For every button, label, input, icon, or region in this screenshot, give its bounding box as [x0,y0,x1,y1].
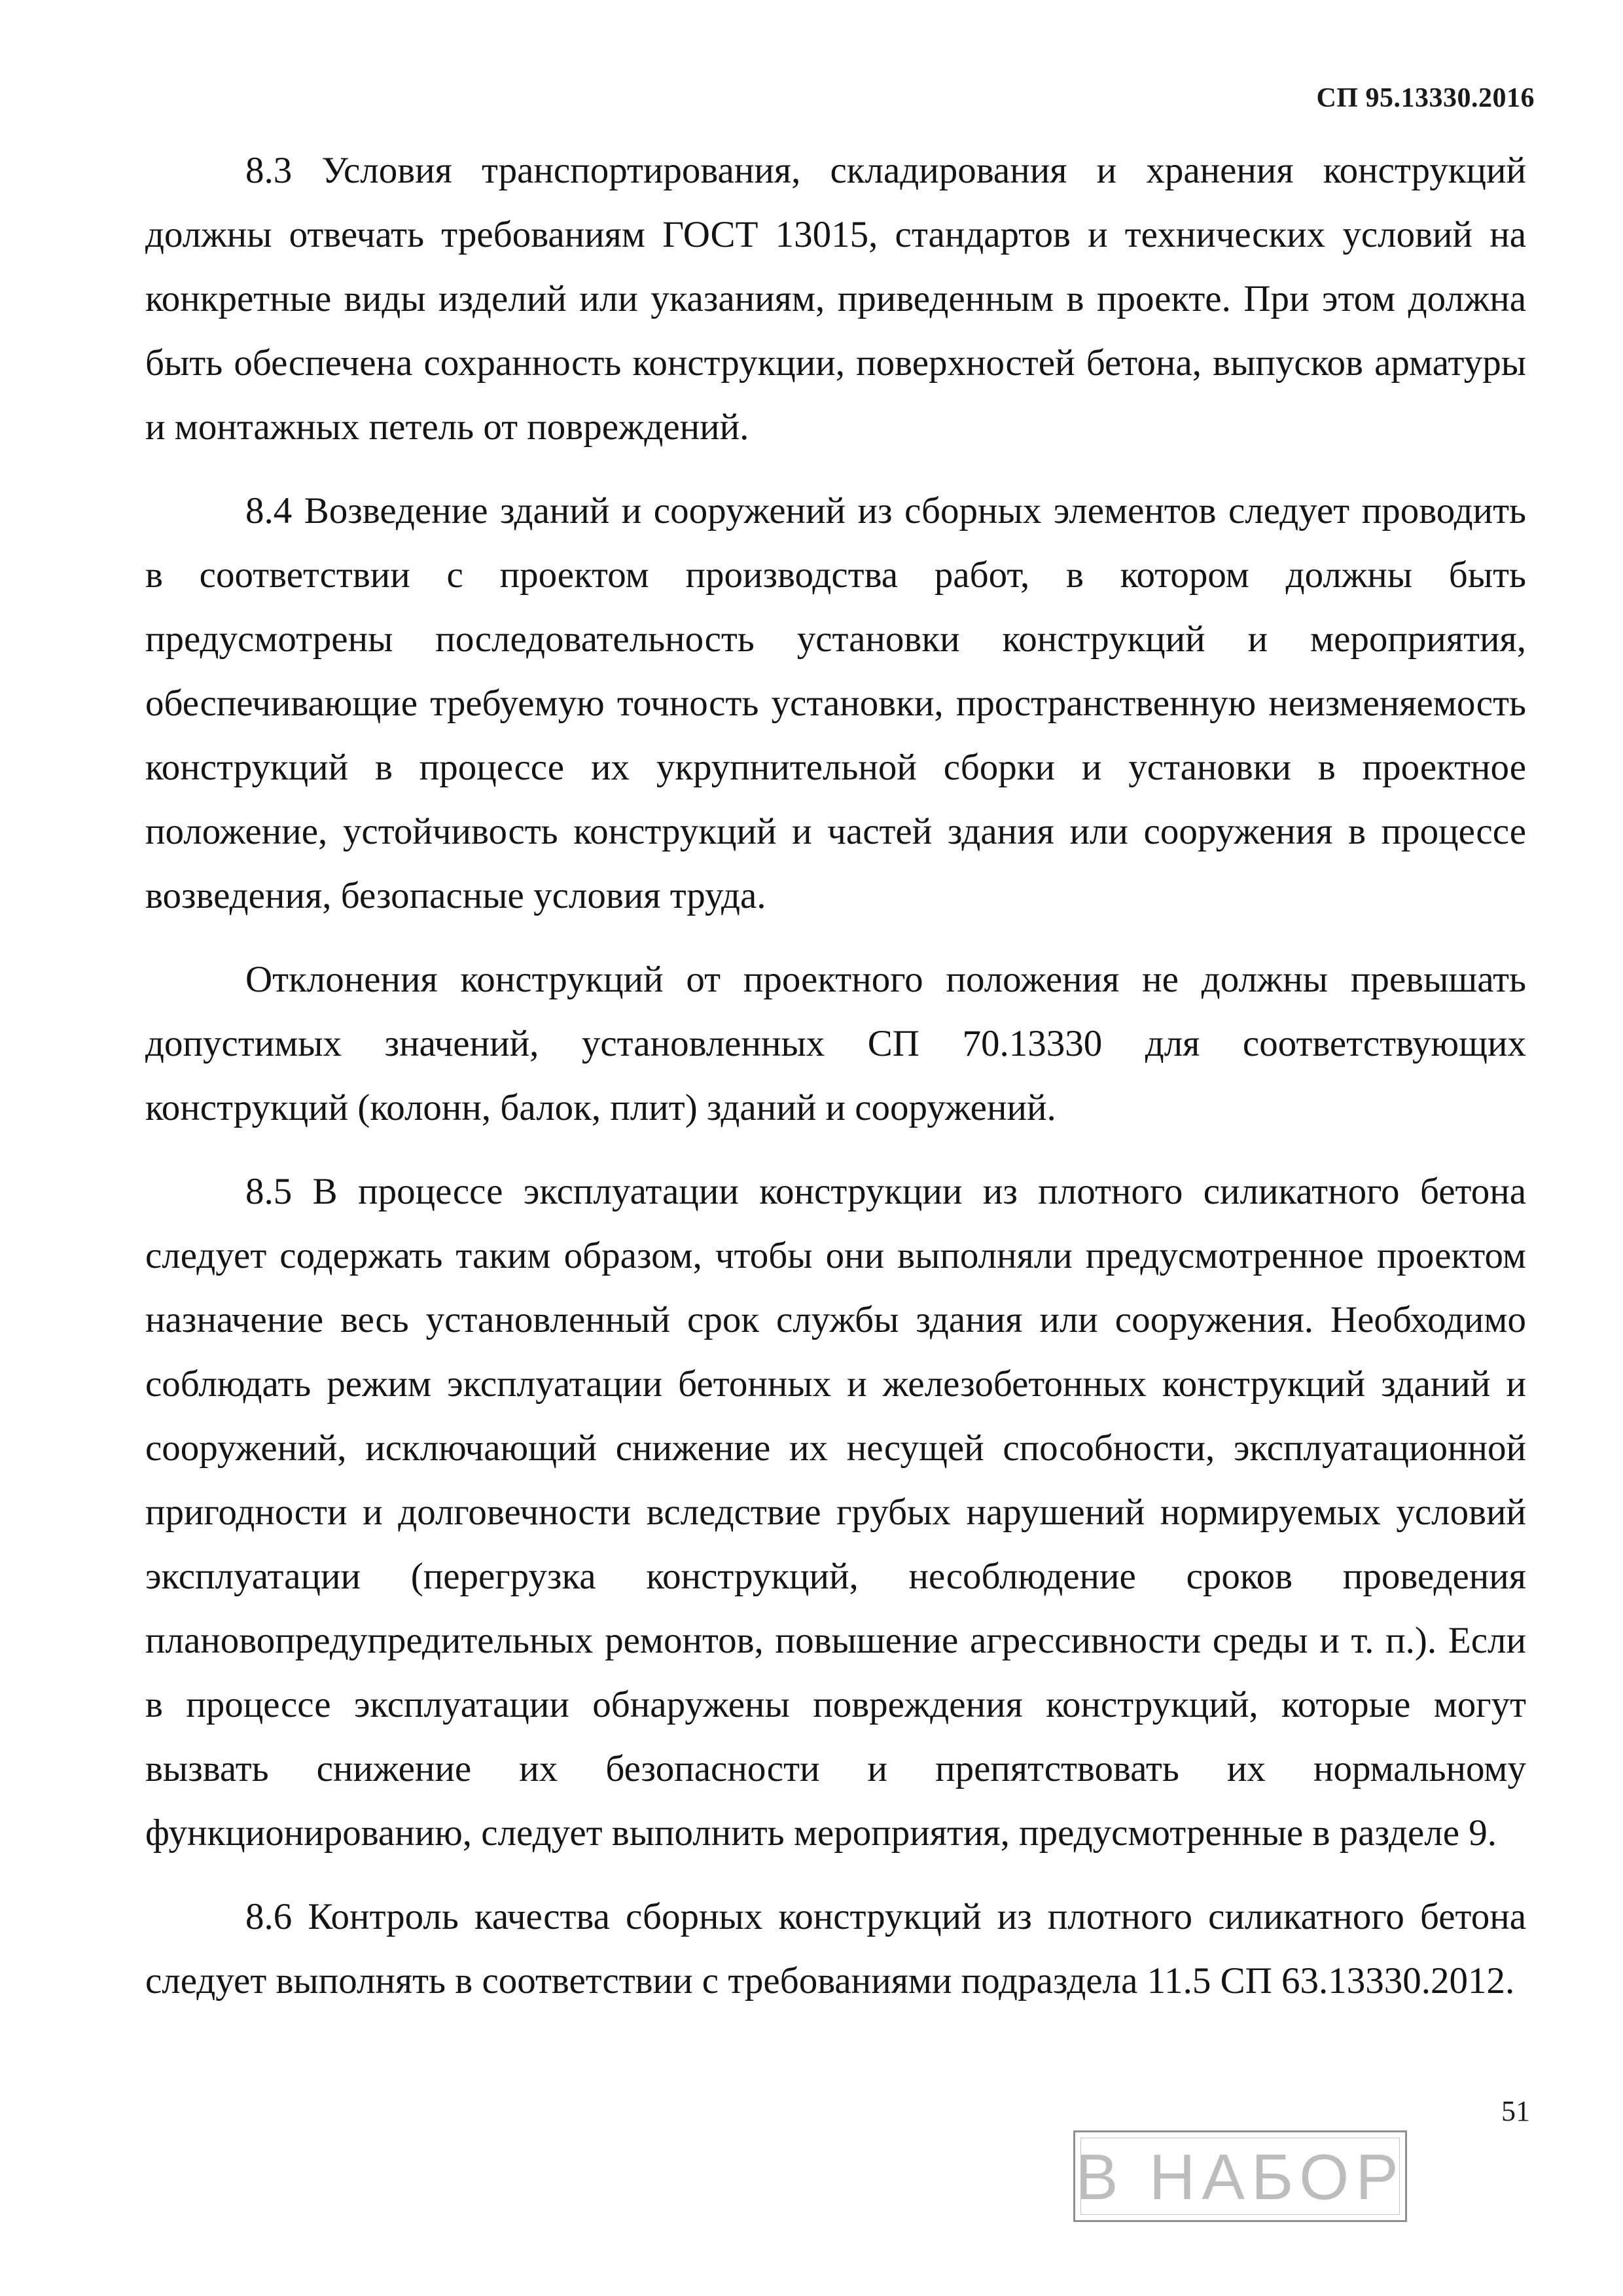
document-body [145,139,1526,2033]
paragraph-8-5: 8.5 В процессе эксплуатации конструкции из плотного силикатного бетона следует содержать таким образом, чтобы они выполняли предусмотренное проектом назначение весь установленный срок службы здания или сооружения. Необходимо соблюдать режим эксплуатации бетонных и железобетонных конструкций зданий и сооружений, исключающий снижение их несущей способности, эксплуатационной пригодности и долговечности вследствие грубых нарушений нормируемых условий эксплуатации (перегрузка конструкций, несоблюдение сроков проведения плановопредупредительных ремонтов, повышение агрессивности среды и т. п.). Если в процессе эксплуатации обнаружены повреждения конструкций, которые могут вызвать снижение их безопасности и препятствовать их нормальному функционированию, следует выполнить мероприятия, предусмотренные в разделе 9. [145,1171,1526,1854]
paragraph-8-6: 8.6 Контроль качества сборных конструкций из плотного силикатного бетона следует выполнять в соответствии с требованиями подраздела 11.5 СП 63.13330.2012. [145,1896,1526,2001]
paragraph-8-3: 8.3 Условия транспортирования, складирования и хранения конструкций должны отвечать требованиям ГОСТ 13015, стандартов и технических условий на конкретные виды изделий или указаниям, приведенным в проекте. При этом должна быть обеспечена сохранность конструкции, поверхностей бетона, выпусков арматуры и монтажных петель от повреждений. [145,150,1526,448]
stamp [1073,2130,1407,2222]
paragraph-deviations: Отклонения конструкций от проектного положения не должны превышать допустимых значений, установленных СП 70.13330 для соответствующих конструкций (колонн, балок, плит) зданий и сооружений. [145,959,1526,1128]
stamp-text: В НАБОР [1075,2141,1405,2213]
paragraph-8-4: 8.4 Возведение зданий и сооружений из сборных элементов следует проводить в соответствии с проектом производства работ, в котором должны быть предусмотрены последовательность установки конструкций и мероприятия, обеспечивающие требуемую точность установки, пространственную неизменяемость конструкций в процессе их укрупнительной сборки и установки в проектное положение, устойчивость конструкций и частей здания или сооружения в процессе возведения, безопасные условия труда. [145,490,1526,916]
document-code: СП 95.13330.2016 [1316,83,1535,113]
page-number: 51 [1501,2095,1530,2127]
